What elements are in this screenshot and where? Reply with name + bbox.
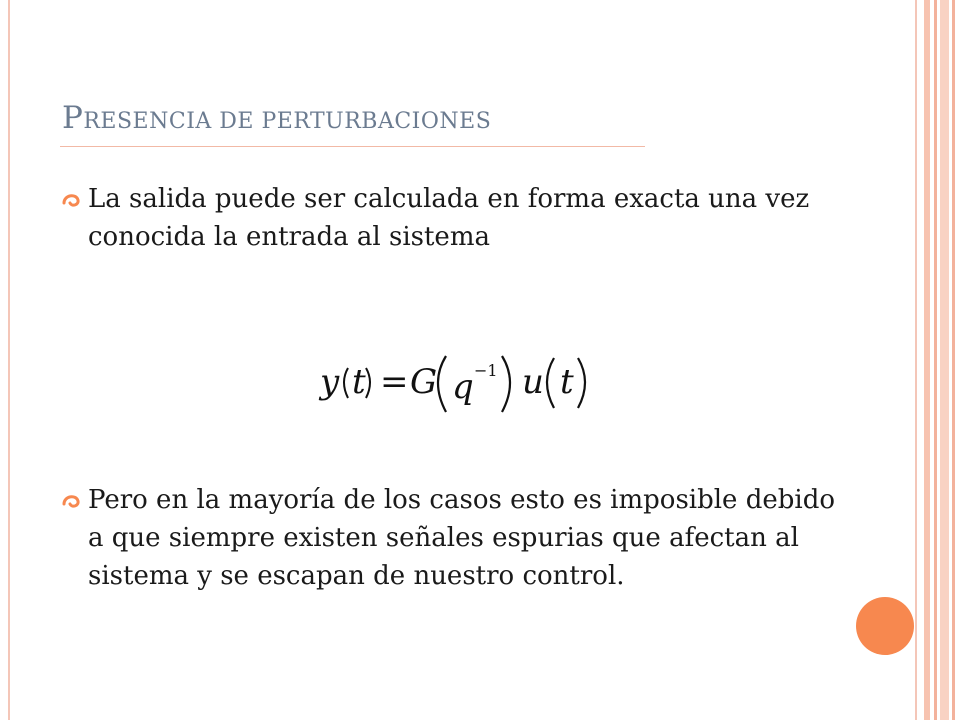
eq-exponent: −1 [474,361,498,380]
eq-t2: t [560,362,574,402]
bullet-swirl-icon [60,189,82,211]
bullet-item [60,481,838,595]
eq-y: y [320,362,340,402]
eq-u: u [522,362,544,402]
bullet-text: Pero en la mayoría de los casos esto es imposible debido a que siempre existen señales espurias que afectan al sistema y se escapan de nuestro control. [88,485,835,591]
eq-G: G [410,362,438,402]
eq-q: q [452,367,474,407]
title-rest: RESENCIA DE PERTURBACIONES [83,109,492,134]
title-initial: P [62,100,84,136]
decor-stripe [924,0,930,720]
decor-stripe [934,0,937,720]
slide-title [62,100,491,136]
equation [318,346,648,418]
eq-t1: t [352,362,366,402]
decor-stripe [940,0,949,720]
bullet-item [60,180,818,256]
decor-stripe [952,0,955,720]
eq-equals: = [380,362,409,402]
decor-circle [856,597,914,655]
title-underline [60,146,645,147]
bullet-text: La salida puede ser calculada en forma exacta una vez conocida la entrada al sistema [88,184,810,252]
bullet-swirl-icon [60,490,82,512]
